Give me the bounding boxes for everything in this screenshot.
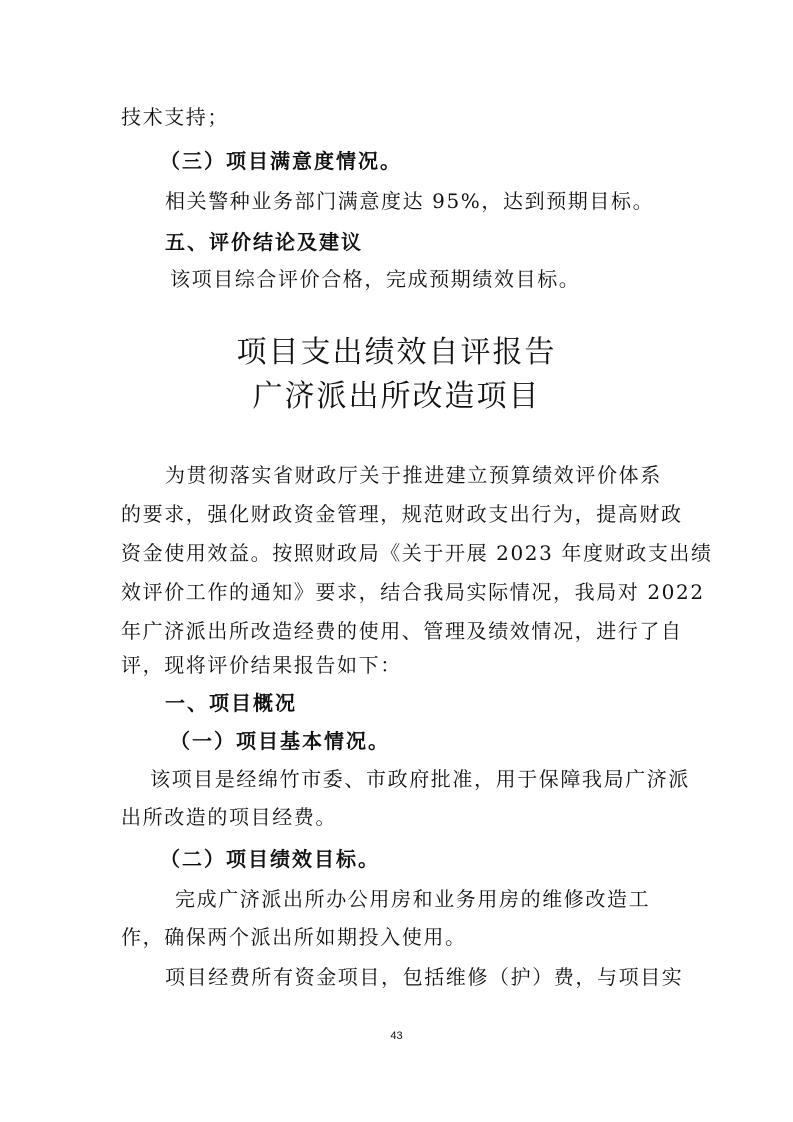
report-subtitle: 广济派出所改造项目 bbox=[252, 379, 541, 414]
text-line: 年广济派出所改造经费的使用、管理及绩效情况，进行了自 bbox=[121, 619, 683, 643]
text-line: 该项目是经绵竹市委、市政府批准，用于保障我局广济派 bbox=[150, 767, 690, 791]
text-line: 完成广济派出所办公用房和业务用房的维修改造工 bbox=[175, 887, 651, 911]
text-line: 相关警种业务部门满意度达 95%，达到预期目标。 bbox=[165, 189, 655, 213]
text-line: 技术支持； bbox=[121, 105, 229, 129]
section-heading: （二）项目绩效目标。 bbox=[160, 847, 380, 871]
text-line: 作，确保两个派出所如期投入使用。 bbox=[121, 925, 467, 949]
text-line: 该项目综合评价合格，完成预期绩效目标。 bbox=[170, 267, 581, 291]
section-heading: （一）项目基本情况。 bbox=[170, 729, 390, 753]
text-line: 评，现将评价结果报告如下： bbox=[121, 653, 402, 677]
text-line: 出所改造的项目经费。 bbox=[121, 805, 337, 829]
text-line: 资金使用效益。按照财政局《关于开展 2023 年度财政支出绩 bbox=[121, 541, 713, 565]
section-heading: 五、评价结论及建议 bbox=[165, 230, 363, 254]
report-title: 项目支出绩效自评报告 bbox=[236, 335, 557, 370]
text-line: 为贯彻落实省财政厅关于推进建立预算绩效评价体系 bbox=[165, 463, 662, 487]
section-heading: （三）项目满意度情况。 bbox=[160, 149, 402, 173]
page-number: 43 bbox=[390, 1030, 403, 1042]
text-line: 的要求，强化财政资金管理，规范财政支出行为，提高财政 bbox=[121, 502, 683, 526]
section-heading: 一、项目概况 bbox=[165, 691, 297, 715]
text-line: 项目经费所有资金项目，包括维修（护）费，与项目实 bbox=[165, 965, 684, 989]
text-line: 效评价工作的通知》要求，结合我局实际情况，我局对 2022 bbox=[121, 580, 705, 604]
